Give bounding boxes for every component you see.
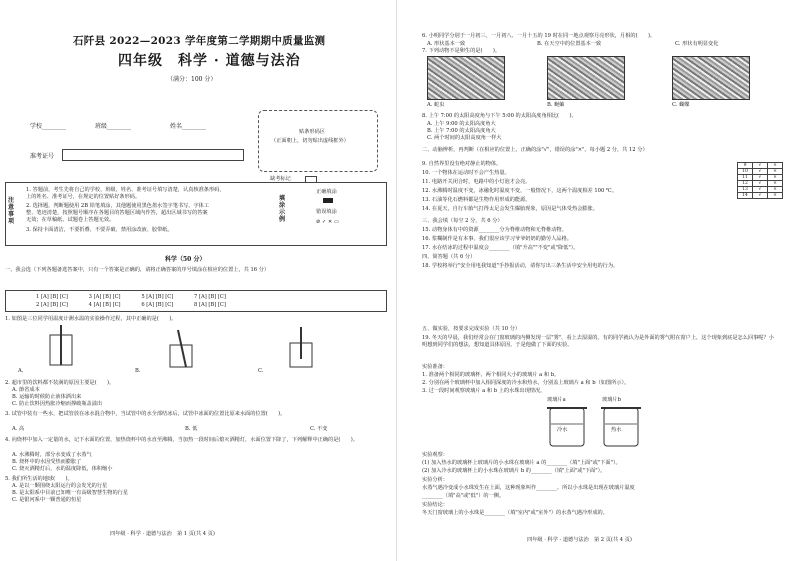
- q18: 18. 学校将举行"安全用电我知道"手抄报活动，请你写出三条生活中安全用电的行为。: [422, 263, 619, 269]
- q19: 19. 冬天的早晨，我们经常会在门窗玻璃的内侧发现一层"雾"，看上去湿湿的。有的同学就认为是外面的雾气附在窗户上，这个现象到底是怎么回事呢？小明想到同学们的想法，想知道具体原因，于是他做了下面的实验。: [422, 335, 774, 348]
- photo-b: [547, 56, 625, 100]
- q18-answer-area[interactable]: [422, 280, 772, 318]
- page-right: 6. 小明同学分别于一月初三、一月初八、一月十五的 19 时在同一地点观察月亮形状，月相的( )。 A. 形状基本一致 B. 在天空中的位置基本一致 C. 形状有明显变化 7. 下列动物不是卵生的是( )。 A. 蛇虫 B. 蜒蚰 C. 蝴蝶 8. 上午 7:00 的太阳高度角与下午 5:00 的太阳高度角相比( )。 A. 上午 9:00 的太阳高度角大 B. 上午 7:00 的太阳高度角大 C. 两个时间的太阳高度角一样大 二、动脑辨析，再判断（在相应的位置上，正确的涂"√"，错误的涂"×"。每小题 2 分，共 12 分） 9. 自然界里没有绝对静止的物体。 10. 一个物体在运动时不会产生热量。 11. 电路开关闭合时，电路中的小灯泡才会亮。 12. 水沸腾时温度不变，冰融化时温度不变，一般情况下，这两个温度相差 100 ℃。 13. 石油等化石燃料都是生物作用形成的能源。 14. 在夏天，自行车胎气打得太足会发生爆胎现象，原因是气体受热会膨胀。 9 √ × 10 √ × 11 √ × 12 √ × 13 √ × 14 √ × 三、我会填（每空 2 分，共 6 分） 15. 动物身体有中的资源________分为脊椎动物和无脊椎动物。 16. 浆糊制作是有本事，我们很应该学习爷爷奶奶的勤劳人品格。 17. 水在结冰的过程中温度会________（填"升高""不变"或"降低"）。 四、简答题（共 6 分） 18. 学校将举行"安全用电我知道"手抄报活动，请你写出三条生活中安全用电的行为。 五、做实验，按要求完成实验（共 10 分） 19. 冬天的早晨，我们经常会在门窗玻璃的内侧发现一层"雾"，看上去湿湿的。有的同学就认为是外面的雾气附在窗户上，这个现象到底是怎么回事呢？小明想到同学们的想法，想知道具体原因，于是他做了下面的实验。 实验准备： 1. 准备两个相同的玻璃杯、两个相同大小的玻璃片 a 和 b。 2. 分别在两个玻璃杯中加入相同深度的冷水和热水，分别盖上玻璃片 a 和 b（如图所示）。 3. 过一段时间观察玻璃片 a 和 b 上的水珠出现情况。 玻璃片a 玻璃片b 冷水 热水 实验观察： (1) 加入热水的玻璃杯上玻璃片的小水珠在玻璃片 a 的________（填"上面"或"下面"）。 (2) 加入冷水的玻璃杯上的小水珠在玻璃片 b 的________（填"上面"或"下面"）。 实验分析： 水蒸气遇冷变成小水珠发生在上面，这种现象叫作________。所以小水珠是出现在玻璃片温度 ________（填"高"或"低"）的一侧。 实验结论： 冬天门窗玻璃上的小水珠是________（填"室内"或"室外"）的水蒸气遇冷形成的。 四年级 · 科学 · 道德与法治 第 2 页(共 4 页): [397, 0, 794, 561]
- exam-no-field[interactable]: [62, 149, 244, 161]
- correct-fill: 正确填涂: [316, 189, 337, 195]
- figure-b: [170, 330, 192, 367]
- footer-right: 四年级 · 科学 · 道德与法治 第 2 页(共 4 页): [527, 537, 632, 543]
- class-field[interactable]: 班级________: [95, 123, 132, 130]
- q8: 8. 上午 7:00 的太阳高度角与下午 5:00 的太阳高度角相比( )。: [422, 113, 577, 119]
- notes-box: 注意事项 1. 答题前，考生先将自己的学校、班级、姓名、准考证号填写清楚，认真核准条形码， 上的姓名、准考证号，在规定的位置贴好条形码。 2. 选择题，判断题使用 2B 铅笔填涂，其他题使用黑色墨水签字笔书写，字体工 整、笔迹清楚，按照题号顺序在各题目的答题区域内作答，超出区域书写的答案 无效；在草稿纸、试题卷上答题无效。 3. 保持卡面清洁，不要折叠、不要弄破、禁用涂改液、胶带纸。 填涂示例 正确填涂 错误填涂 ⊘ ✓ ✕ ▭: [5, 182, 387, 246]
- q6: 6. 小明同学分别于一月初三、一月初八、一月十五的 19 时在同一地点观察月亮形状，月相的( )。: [422, 33, 656, 39]
- science-section: 科学（50 分）: [165, 256, 206, 263]
- q4: 4. 向烧杯中加入一定量的水，记下水面的位置，加热烧杯中的水直至沸腾，当加热一段时间后熄灭酒精灯，水面位置下降了，下列解释中正确的是( )。: [5, 437, 359, 443]
- barcode-area: 贴条形码区 （正面朝上，切勿贴出虚线框外）: [258, 110, 378, 172]
- exam-no-label: 准考证号: [30, 153, 55, 160]
- judge-header: 二、动脑辨析，再判断（在相应的位置上，正确的涂"√"，错误的涂"×"。每小题 2 分，共 12 分）: [422, 147, 648, 153]
- judge-answer-grid[interactable]: 9 √ × 10 √ × 11 √ × 12 √ × 13 √ × 14 √ ×: [737, 162, 783, 199]
- figure-c: [290, 327, 312, 367]
- footer-left: 四年级 · 科学 · 道德与法治 第 1 页(共 4 页): [110, 531, 215, 537]
- exp-header: 五、做实验，按要求完成实验（共 10 分）: [422, 326, 521, 332]
- fill-header: 三、我会填（每空 2 分，共 6 分）: [422, 218, 503, 224]
- wrong-fill: 错误填涂: [316, 209, 337, 215]
- answer-sheet[interactable]: 1 [A] [B] [C] 3 [A] [B] [C] 5 [A] [B] [C] 7 [A] [B] [C] 2 [A] [B] [C] 4 [A] [B] [C] 6 [A] [B] [C] 8 [A] [B] [C]: [5, 290, 387, 312]
- q1-header: 一、我会选（下列各题备选答案中，只有一个答案是正确的，请将正确答案的序号填涂在相应的位置上，共 16 分）: [5, 267, 270, 273]
- exam-title: 石阡县 2022—2023 学年度第二学期期中质量监测: [73, 35, 326, 47]
- q5: 5. 我们所生活的地球( )。: [5, 476, 73, 482]
- q3: 3. 试管中装有一些水，把试管放在冰水混合物中，当试管中的水全部结冰后，试管中冰面的位置比原来水面的位置( )。: [5, 411, 286, 417]
- q7: 7. 下列动物不是卵生的是( )。: [422, 48, 501, 54]
- grade-subject: 四年级 科学 · 道德与法治: [118, 53, 301, 69]
- school-field[interactable]: 学校________: [30, 123, 67, 130]
- full-score: （满分：100 分）: [167, 76, 217, 83]
- q1: 1. 如图是三位同学用温度计测水温的实验操作过程，其中正确的是( )。: [5, 316, 177, 322]
- absent-mark-label: 缺考标记: [270, 176, 291, 182]
- beakers-figure: [542, 404, 652, 448]
- fill-example-label: 填涂示例: [279, 195, 286, 223]
- figure-a: [50, 325, 72, 365]
- filled-mark-icon: [323, 198, 333, 203]
- name-field[interactable]: 姓名________: [170, 123, 207, 130]
- thermometer-figures: [20, 325, 350, 375]
- ans-header: 四、简答题（共 6 分）: [422, 254, 476, 260]
- q2: 2. 超市里的饮料都不装满的原因主要是( )。: [5, 380, 115, 386]
- photo-c: [672, 56, 750, 100]
- page-left: 石阡县 2022—2023 学年度第二学期期中质量监测 四年级 科学 · 道德与法治 （满分：100 分） 学校________ 班级________ 姓名________ 准考证号 贴条形码区 （正面朝上，切勿贴出虚线框外） 缺考标记 注意事项 1. 答题前，考生先将自己的学校、班级、姓名、准考证号填写清楚，认真核准条形码， 上的姓名、准考证号，在规定的位置贴好条形码。 2. 选择题，判断题使用 2B 铅笔填涂，其他题使用黑色墨水签字笔书写，字体工 整、笔迹清楚，按照题号顺序在各题目的答题区域内作答，超出区域书写的答案 无效；在草稿纸、试题卷上答题无效。 3. 保持卡面清洁，不要折叠、不要弄破、禁用涂改液、胶带纸。 填涂示例 正确填涂 错误填涂 ⊘ ✓ ✕ ▭ 科学（50 分） 一、我会选（下列各题备选答案中，只有一个答案是正确的，请将正确答案的序号填涂在相应的位置上，共 16 分） 1 [A] [B] [C] 3 [A] [B] [C] 5 [A] [B] [C] 7 [A] [B] [C] 2 [A] [B] [C] 4 [A] [B] [C] 6 [A] [B] [C] 8 [A] [B] [C] 1. 如图是三位同学用温度计测水温的实验操作过程，其中正确的是( )。 A. B. C. 2. 超市里的饮料都不装满的原因主要是( )。 A. 節省成本 B. 运输的时候防止液体洒出来 C. 防止饮料因热胀冷缩而撑破瓶盖溢出 3. 试管中装有一些水，把试管放在冰水混合物中，当试管中的水全部结冰后，试管中冰面的位置比原来水面的位置( )。 A. 高 B. 低 C. 不变 4. 向烧杯中加入一定量的水，记下水面的位置，加热烧杯中的水直至沸腾，当加热一段时间后熄灭酒精灯，水面位置下降了，下列解释中正确的是( )。 A. 水沸腾时，部分水变成了水蒸气 B. 烧杯中的水因受热而膨胀了 C. 烧灭酒精灯后，水的温度降低，体积缩小 5. 我们所生活的地球( )。 A. 是以一颗围绕太阳运行的会发光的行星 B. 是太阳系中目前已知唯一有高级智慧生物的行星 C. 是银河系中一颗普通的恒星 四年级 · 科学 · 道德与法治 第 1 页(共 4 页): [0, 0, 397, 561]
- notes-label: 注意事项: [8, 197, 15, 225]
- photo-a: [427, 56, 505, 100]
- wrong-marks-icon: ⊘ ✓ ✕ ▭: [316, 219, 339, 225]
